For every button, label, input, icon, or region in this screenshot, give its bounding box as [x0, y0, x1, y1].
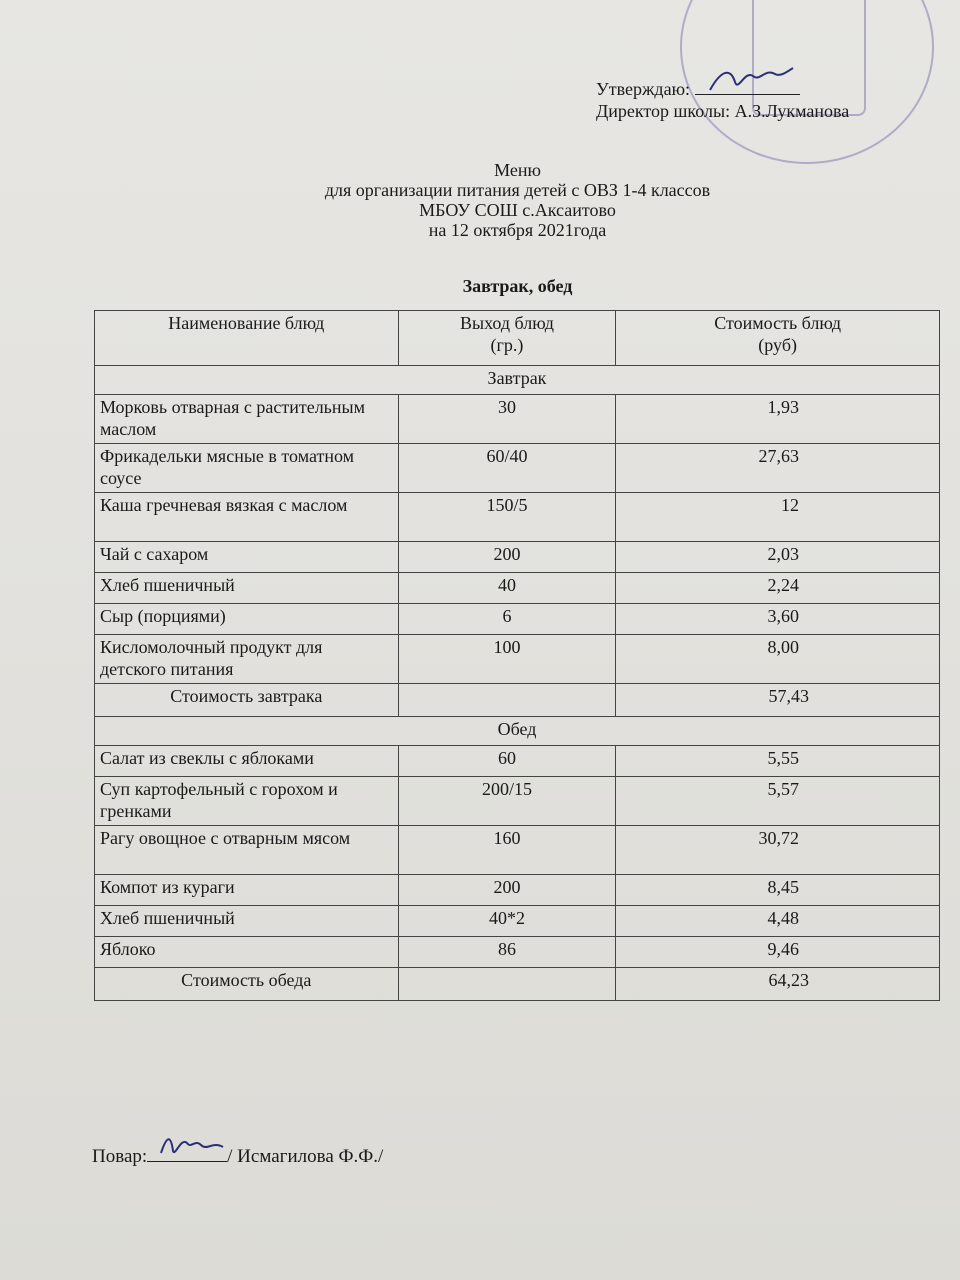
- dish-name: Каша гречневая вязкая с маслом: [95, 493, 399, 542]
- breakfast-total-row: [95, 684, 940, 717]
- dish-name: Сыр (порциями): [95, 604, 399, 635]
- table-row: [95, 444, 940, 493]
- dish-output: 6: [398, 604, 616, 635]
- lunch-section: [95, 717, 940, 746]
- breakfast-total-empty: [398, 684, 616, 717]
- dish-cost: 5,55: [616, 746, 940, 777]
- table-row: [95, 395, 940, 444]
- meal-subtitle: Завтрак, обед: [462, 276, 573, 296]
- dish-name: Хлеб пшеничный: [95, 906, 399, 937]
- table-row: [95, 777, 940, 826]
- cook-name: / Исмагилова Ф.Ф./: [227, 1146, 384, 1167]
- table-row: [95, 826, 940, 875]
- cook-signature: [147, 1147, 227, 1162]
- menu-table: [94, 310, 940, 1001]
- dish-name: Кисломолочный продукт для детского питания: [95, 635, 399, 684]
- title-line-3: МБОУ СОШ с.Аксаитово: [419, 200, 616, 220]
- dish-name: Хлеб пшеничный: [95, 573, 399, 604]
- dish-output: 60/40: [398, 444, 616, 493]
- table-row: [95, 604, 940, 635]
- lunch-label: Обед: [95, 717, 940, 746]
- dish-cost: 4,48: [616, 906, 940, 937]
- dish-name: Рагу овощное с отварным мясом: [95, 826, 399, 875]
- cook-signature-block: [92, 1146, 383, 1168]
- dish-output: 40*2: [398, 906, 616, 937]
- dish-cost: 8,45: [616, 875, 940, 906]
- dish-cost: 3,60: [616, 604, 940, 635]
- title-line-1: Меню: [494, 160, 541, 180]
- dish-name: Морковь отварная с растительным маслом: [95, 395, 399, 444]
- dish-cost: 27,63: [616, 444, 940, 493]
- menu-title: [0, 160, 960, 240]
- dish-output: 30: [398, 395, 616, 444]
- breakfast-total-value: 57,43: [616, 684, 940, 717]
- director-signature: [695, 80, 800, 95]
- dish-output: 160: [398, 826, 616, 875]
- dish-cost: 8,00: [616, 635, 940, 684]
- title-line-2: для организации питания детей с ОВЗ 1-4 классов: [324, 180, 711, 200]
- dish-output: 150/5: [398, 493, 616, 542]
- lunch-total-label: Стоимость обеда: [95, 968, 399, 1001]
- lunch-total-row: [95, 968, 940, 1001]
- approval-label: Утверждаю:: [596, 79, 691, 99]
- dish-name: Компот из кураги: [95, 875, 399, 906]
- breakfast-label: Завтрак: [95, 366, 940, 395]
- dish-output: 60: [398, 746, 616, 777]
- dish-name: Яблоко: [95, 937, 399, 968]
- header-name: Наименование блюд: [95, 311, 399, 366]
- lunch-total-value: 64,23: [616, 968, 940, 1001]
- dish-output: 200: [398, 875, 616, 906]
- dish-cost: 5,57: [616, 777, 940, 826]
- dish-name: Чай с сахаром: [95, 542, 399, 573]
- table-row: [95, 875, 940, 906]
- dish-output: 40: [398, 573, 616, 604]
- dish-cost: 12: [616, 493, 940, 542]
- dish-cost: 2,03: [616, 542, 940, 573]
- dish-output: 200: [398, 542, 616, 573]
- table-row: [95, 937, 940, 968]
- table-row: [95, 906, 940, 937]
- table-row: [95, 746, 940, 777]
- table-row: [95, 493, 940, 542]
- dish-name: Фрикадельки мясные в томатном соусе: [95, 444, 399, 493]
- header-output: Выход блюд (гр.): [398, 311, 616, 366]
- cook-label: Повар:: [92, 1146, 148, 1167]
- table-row: [95, 573, 940, 604]
- dish-cost: 9,46: [616, 937, 940, 968]
- breakfast-section: [95, 366, 940, 395]
- table-header: [95, 311, 940, 366]
- table-row: [95, 542, 940, 573]
- title-line-4: на 12 октября 2021года: [428, 220, 607, 240]
- dish-cost: 30,72: [616, 826, 940, 875]
- table-row: [95, 635, 940, 684]
- dish-cost: 1,93: [616, 395, 940, 444]
- dish-name: Салат из свеклы с яблоками: [95, 746, 399, 777]
- approval-block: [596, 78, 849, 122]
- dish-output: 100: [398, 635, 616, 684]
- approval-role: Директор школы: А.З.Лукманова: [596, 101, 850, 121]
- dish-output: 200/15: [398, 777, 616, 826]
- dish-name: Суп картофельный с горохом и гренками: [95, 777, 399, 826]
- dish-output: 86: [398, 937, 616, 968]
- breakfast-total-label: Стоимость завтрака: [95, 684, 399, 717]
- lunch-total-empty: [398, 968, 616, 1001]
- header-cost: Стоимость блюд (руб): [616, 311, 940, 366]
- dish-cost: 2,24: [616, 573, 940, 604]
